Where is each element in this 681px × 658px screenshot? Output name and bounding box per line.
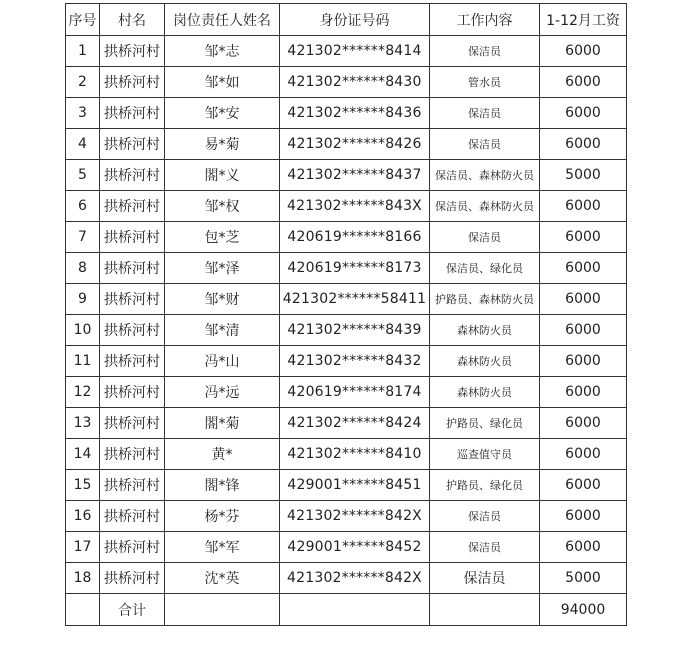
row-no-cell: 6 bbox=[66, 191, 100, 222]
table-row bbox=[66, 222, 627, 253]
village-cell: 拱桥河村 bbox=[100, 377, 165, 408]
id-number-cell: 420619******8173 bbox=[280, 253, 430, 284]
header-name: 岗位责任人姓名 bbox=[165, 4, 280, 36]
job-content-cell: 保洁员 bbox=[430, 501, 540, 532]
village-cell: 拱桥河村 bbox=[100, 501, 165, 532]
wage-cell: 6000 bbox=[540, 129, 627, 160]
job-content-cell: 森林防火员 bbox=[430, 315, 540, 346]
table-row bbox=[66, 315, 627, 346]
person-name-cell: 邹*安 bbox=[165, 98, 280, 129]
wage-cell: 6000 bbox=[540, 191, 627, 222]
id-number-cell: 421302******8430 bbox=[280, 67, 430, 98]
table-row bbox=[66, 284, 627, 315]
person-name-cell: 冯*山 bbox=[165, 346, 280, 377]
table-row bbox=[66, 67, 627, 98]
job-content-cell: 护路员、绿化员 bbox=[430, 408, 540, 439]
row-no-cell: 17 bbox=[66, 532, 100, 563]
row-no-cell: 4 bbox=[66, 129, 100, 160]
village-cell: 拱桥河村 bbox=[100, 470, 165, 501]
row-no-cell: 18 bbox=[66, 563, 100, 594]
row-no-cell: 11 bbox=[66, 346, 100, 377]
person-name-cell: 邹*财 bbox=[165, 284, 280, 315]
village-cell: 拱桥河村 bbox=[100, 315, 165, 346]
id-number-cell: 421302******843X bbox=[280, 191, 430, 222]
table-row bbox=[66, 470, 627, 501]
id-number-cell: 421302******8410 bbox=[280, 439, 430, 470]
row-no-cell: 9 bbox=[66, 284, 100, 315]
id-number-cell: 421302******58411 bbox=[280, 284, 430, 315]
id-number-cell: 429001******8451 bbox=[280, 470, 430, 501]
id-number-cell: 421302******842X bbox=[280, 563, 430, 594]
village-cell: 拱桥河村 bbox=[100, 253, 165, 284]
total-label: 合计 bbox=[100, 594, 165, 626]
id-number-cell: 421302******842X bbox=[280, 501, 430, 532]
row-no-cell: 12 bbox=[66, 377, 100, 408]
village-cell: 拱桥河村 bbox=[100, 67, 165, 98]
person-name-cell: 黄* bbox=[165, 439, 280, 470]
id-number-cell: 421302******8432 bbox=[280, 346, 430, 377]
wage-cell: 6000 bbox=[540, 346, 627, 377]
row-no-cell: 2 bbox=[66, 67, 100, 98]
job-content-cell: 保洁员 bbox=[430, 36, 540, 67]
id-number-cell: 421302******8424 bbox=[280, 408, 430, 439]
job-content-cell: 护路员、森林防火员 bbox=[430, 284, 540, 315]
row-no-cell: 14 bbox=[66, 439, 100, 470]
wage-cell: 6000 bbox=[540, 67, 627, 98]
table-row bbox=[66, 253, 627, 284]
wage-cell: 6000 bbox=[540, 439, 627, 470]
person-name-cell: 閤*锋 bbox=[165, 470, 280, 501]
job-content-cell: 护路员、绿化员 bbox=[430, 470, 540, 501]
job-content-cell: 保洁员、绿化员 bbox=[430, 253, 540, 284]
wage-cell: 6000 bbox=[540, 470, 627, 501]
table-row bbox=[66, 346, 627, 377]
total-empty-cell bbox=[430, 594, 540, 626]
village-cell: 拱桥河村 bbox=[100, 36, 165, 67]
job-content-cell: 保洁员 bbox=[430, 129, 540, 160]
total-wage-cell: 94000 bbox=[540, 594, 627, 626]
person-name-cell: 包*芝 bbox=[165, 222, 280, 253]
row-no-cell: 8 bbox=[66, 253, 100, 284]
header-wage: 1-12月工资 bbox=[540, 4, 627, 36]
wage-cell: 6000 bbox=[540, 222, 627, 253]
job-content-cell: 巡查值守员 bbox=[430, 439, 540, 470]
person-name-cell: 邹*清 bbox=[165, 315, 280, 346]
job-content-cell: 保洁员 bbox=[430, 222, 540, 253]
village-cell: 拱桥河村 bbox=[100, 532, 165, 563]
wage-cell: 6000 bbox=[540, 501, 627, 532]
table-row bbox=[66, 129, 627, 160]
village-cell: 拱桥河村 bbox=[100, 439, 165, 470]
wage-cell: 6000 bbox=[540, 284, 627, 315]
row-no-cell: 7 bbox=[66, 222, 100, 253]
job-content-cell: 保洁员 bbox=[430, 98, 540, 129]
person-name-cell: 易*菊 bbox=[165, 129, 280, 160]
person-name-cell: 邹*如 bbox=[165, 67, 280, 98]
job-content-cell: 管水员 bbox=[430, 67, 540, 98]
row-no-cell: 1 bbox=[66, 36, 100, 67]
person-name-cell: 閤*菊 bbox=[165, 408, 280, 439]
wage-cell: 6000 bbox=[540, 98, 627, 129]
table-row bbox=[66, 501, 627, 532]
table-row bbox=[66, 377, 627, 408]
table-row bbox=[66, 160, 627, 191]
job-content-cell: 森林防火员 bbox=[430, 346, 540, 377]
wage-cell: 6000 bbox=[540, 253, 627, 284]
total-empty-cell bbox=[66, 594, 100, 626]
id-number-cell: 421302******8426 bbox=[280, 129, 430, 160]
job-content-cell: 森林防火员 bbox=[430, 377, 540, 408]
header-no: 序号 bbox=[66, 4, 100, 36]
job-content-cell: 保洁员、森林防火员 bbox=[430, 160, 540, 191]
id-number-cell: 421302******8439 bbox=[280, 315, 430, 346]
village-cell: 拱桥河村 bbox=[100, 408, 165, 439]
wage-cell: 6000 bbox=[540, 532, 627, 563]
person-name-cell: 沈*英 bbox=[165, 563, 280, 594]
wage-cell: 5000 bbox=[540, 160, 627, 191]
row-no-cell: 13 bbox=[66, 408, 100, 439]
total-row bbox=[66, 594, 627, 626]
job-content-cell: 保洁员、森林防火员 bbox=[430, 191, 540, 222]
wage-cell: 6000 bbox=[540, 315, 627, 346]
table-row bbox=[66, 532, 627, 563]
person-name-cell: 邹*权 bbox=[165, 191, 280, 222]
person-name-cell: 邹*泽 bbox=[165, 253, 280, 284]
header-row bbox=[66, 4, 627, 36]
header-id: 身份证号码 bbox=[280, 4, 430, 36]
person-name-cell: 杨*芬 bbox=[165, 501, 280, 532]
village-cell: 拱桥河村 bbox=[100, 160, 165, 191]
id-number-cell: 429001******8452 bbox=[280, 532, 430, 563]
job-content-cell: 保洁员 bbox=[430, 563, 540, 594]
village-cell: 拱桥河村 bbox=[100, 191, 165, 222]
row-no-cell: 16 bbox=[66, 501, 100, 532]
job-content-cell: 保洁员 bbox=[430, 532, 540, 563]
id-number-cell: 421302******8437 bbox=[280, 160, 430, 191]
table-row bbox=[66, 191, 627, 222]
village-cell: 拱桥河村 bbox=[100, 346, 165, 377]
person-name-cell: 閤*义 bbox=[165, 160, 280, 191]
total-empty-cell bbox=[165, 594, 280, 626]
row-no-cell: 3 bbox=[66, 98, 100, 129]
person-name-cell: 邹*军 bbox=[165, 532, 280, 563]
village-cell: 拱桥河村 bbox=[100, 98, 165, 129]
total-empty-cell bbox=[280, 594, 430, 626]
wage-cell: 6000 bbox=[540, 408, 627, 439]
row-no-cell: 15 bbox=[66, 470, 100, 501]
wage-table bbox=[65, 3, 627, 626]
table-row bbox=[66, 98, 627, 129]
village-cell: 拱桥河村 bbox=[100, 222, 165, 253]
table-row bbox=[66, 408, 627, 439]
header-job: 工作内容 bbox=[430, 4, 540, 36]
wage-cell: 5000 bbox=[540, 563, 627, 594]
person-name-cell: 邹*志 bbox=[165, 36, 280, 67]
table-row bbox=[66, 563, 627, 594]
id-number-cell: 421302******8414 bbox=[280, 36, 430, 67]
wage-cell: 6000 bbox=[540, 377, 627, 408]
village-cell: 拱桥河村 bbox=[100, 129, 165, 160]
row-no-cell: 5 bbox=[66, 160, 100, 191]
id-number-cell: 421302******8436 bbox=[280, 98, 430, 129]
person-name-cell: 冯*远 bbox=[165, 377, 280, 408]
village-cell: 拱桥河村 bbox=[100, 284, 165, 315]
table-row bbox=[66, 439, 627, 470]
id-number-cell: 420619******8174 bbox=[280, 377, 430, 408]
row-no-cell: 10 bbox=[66, 315, 100, 346]
village-cell: 拱桥河村 bbox=[100, 563, 165, 594]
table-row bbox=[66, 36, 627, 67]
id-number-cell: 420619******8166 bbox=[280, 222, 430, 253]
header-village: 村名 bbox=[100, 4, 165, 36]
wage-cell: 6000 bbox=[540, 36, 627, 67]
